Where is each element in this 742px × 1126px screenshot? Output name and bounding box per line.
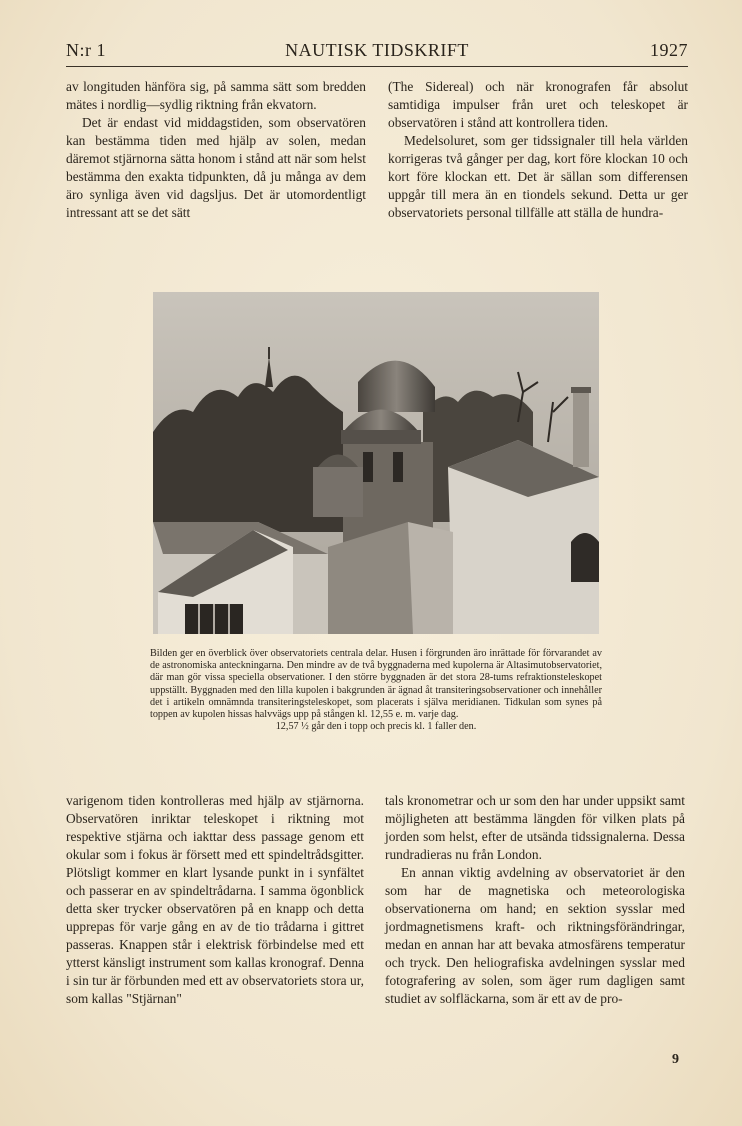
paragraph: varigenom tiden kontrolleras med hjälp av stjärnorna. Observatören inriktar teleskopet i riktning mot respektive stjärna och iakttar dess passage genom ett okular som i fokus är försett med ett spindeltrådsgitter. Plötsligt kommer en klart lysande punkt in i synfältet och passerar en av spindeltrådarna. I samma ögonblick detta sker trycker observatören på en knapp och detta upprepas för varje gång en av de tio trådarna i gittret passeras. Knappen står i elektrisk förbindelse med ett ytterst känsligt instrument som kallas kronograf. Denna i sin tur är förbunden med ett av observatoriets stora ur, som kallas "Stjärnan": [66, 793, 364, 1006]
column-top-left: [66, 78, 366, 222]
column-top-right: [388, 78, 688, 222]
paragraph: Det är endast vid middagstiden, som observatören kan bestämma tiden med hjälp av solen, medan däremot stjärnorna sätta honom i stånd att när som helst bestämma den exakta tidpunkten, då ju många av dem äro synliga även vid dagsljus. Det är utomordentligt intressant att se det sätt: [66, 115, 366, 220]
paragraph: En annan viktig avdelning av observatoriet är den som har de magnetiska och meteorologiska observationerna om hand; en sektion sysslar med jordmagnetismens kraft- och riktningsförändringar, medan en annan har att bevaka atmosfärens temperatur och tryck. Den heliografiska avdelningen sysslar med fotografering av solen, som äger rum dagligen samt studiet av solfläckarna, som är ett av de pro-: [385, 865, 685, 1006]
paragraph: tals kronometrar och ur som den har under uppsikt samt möjligheten att bestämma längden för vilken plats på jorden som helst, efter de utsända tidssignalerna. Dessa rundradieras nu från London.: [385, 793, 685, 862]
page-header: [66, 38, 688, 67]
journal-title: NAUTISK TIDSKRIFT: [285, 40, 469, 60]
page-number: 9: [672, 1052, 679, 1067]
caption-text: Bilden ger en överblick över observatoriets centrala delar. Husen i förgrunden äro inrättade för förvarandet av de astronomiska anteckningarna. Den mindre av de två byggnaderna med kupolerna är Altasimutobservatoriet, där man gör vissa speciella observationer. I den större byggnaden är det stora 28-tums refraktionsteleskopet uppställt. Byggnaden med den lilla kupolen i bakgrunden är ägnad åt transiteringsobservationer och innehåller det i artikeln omnämnda transiteringsteleskopet, som placerats i själva meridianen. Tidkulan som synes på toppen av kupolen hissas halvvägs upp på stången kl. 12,55 e. m. varje dag.: [150, 648, 602, 721]
paragraph: av longituden hänföra sig, på samma sätt som bredden mätes i nordlig—sydlig riktning från ekvatorn.: [66, 79, 366, 112]
column-bottom-left: [66, 792, 364, 1008]
column-bottom-right: [385, 792, 685, 1008]
paragraph: Medelsoluret, som ger tidssignaler till hela världen korrigeras två gånger per dag, kort före klockan 10 och kort före klockan ett. Det är sällan som differensen uppgår till mera än en tiondels sekund. Detta ur ger observatoriets personal tillfälle att ställa de hundra-: [388, 133, 688, 220]
photo-caption: [150, 648, 602, 733]
paragraph: (The Sidereal) och när kronografen får absolut samtidiga impulser från uret och teleskopet är observatören i stånd att kontrollera tiden.: [388, 79, 688, 130]
year: 1927: [650, 40, 688, 60]
observatory-photo: [153, 292, 599, 634]
issue-number: N:r 1: [66, 40, 106, 60]
caption-last-line: 12,57 ½ går den i topp och precis kl. 1 faller den.: [275, 721, 477, 733]
